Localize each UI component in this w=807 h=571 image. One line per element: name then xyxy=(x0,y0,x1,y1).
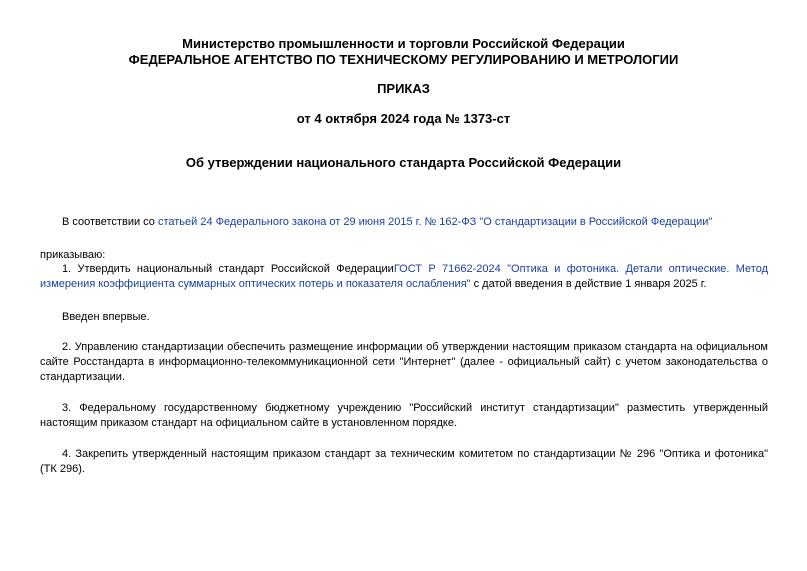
item-1-paragraph xyxy=(40,262,768,292)
item-1-suffix: с датой введения в действие 1 января 2025 г. xyxy=(470,278,707,290)
basis-prefix: В соответствии со xyxy=(62,216,158,228)
order-word: приказываю: xyxy=(40,249,106,261)
order-subject: Об утверждении национального стандарта Российской Федерации xyxy=(185,155,622,170)
item-4-paragraph: 4. Закрепить утвержденный настоящим приказом стандарт за техническим комитетом по стандартизации № 296 "Оптика и фотоника" (ТК 296). xyxy=(40,448,768,475)
introduced-note: Введен впервые. xyxy=(62,311,150,323)
item-3-paragraph: 3. Федеральному государственному бюджетному учреждению "Российский институт стандартизации" разместить утвержденный настоящим приказом стандарт на официальном сайте в установленном порядке. xyxy=(40,402,768,429)
gost-link[interactable]: ГОСТ Р 71662-2024 "Оптика и фотоника. Детали оптические. Метод измерения коэффициента суммарных оптических потерь и показателя ослабления" xyxy=(40,263,768,290)
basis-paragraph xyxy=(40,215,768,230)
law-link[interactable]: статьей 24 Федерального закона от 29 июня 2015 г. № 162-ФЗ "О стандартизации в Российской Федерации" xyxy=(157,216,713,228)
item-1-prefix: 1. Утвердить национальный стандарт Российской Федерации xyxy=(62,263,394,275)
order-date-number: от 4 октября 2024 года № 1373-ст xyxy=(296,111,511,126)
agency-title: ФЕДЕРАЛЬНОЕ АГЕНТСТВО ПО ТЕХНИЧЕСКОМУ РЕГУЛИРОВАНИЮ И МЕТРОЛОГИИ xyxy=(128,52,679,67)
item-2-paragraph: 2. Управлению стандартизации обеспечить размещение информации об утверждении настоящим приказом стандарта на официальном сайте Росстандарта в информационно-телекоммуникационной сети "Интернет" (далее - официальный сайт) с учетом законодательства о стандартизации. xyxy=(40,341,768,383)
order-heading: ПРИКАЗ xyxy=(377,81,430,96)
ministry-title: Министерство промышленности и торговли Российской Федерации xyxy=(182,36,625,51)
